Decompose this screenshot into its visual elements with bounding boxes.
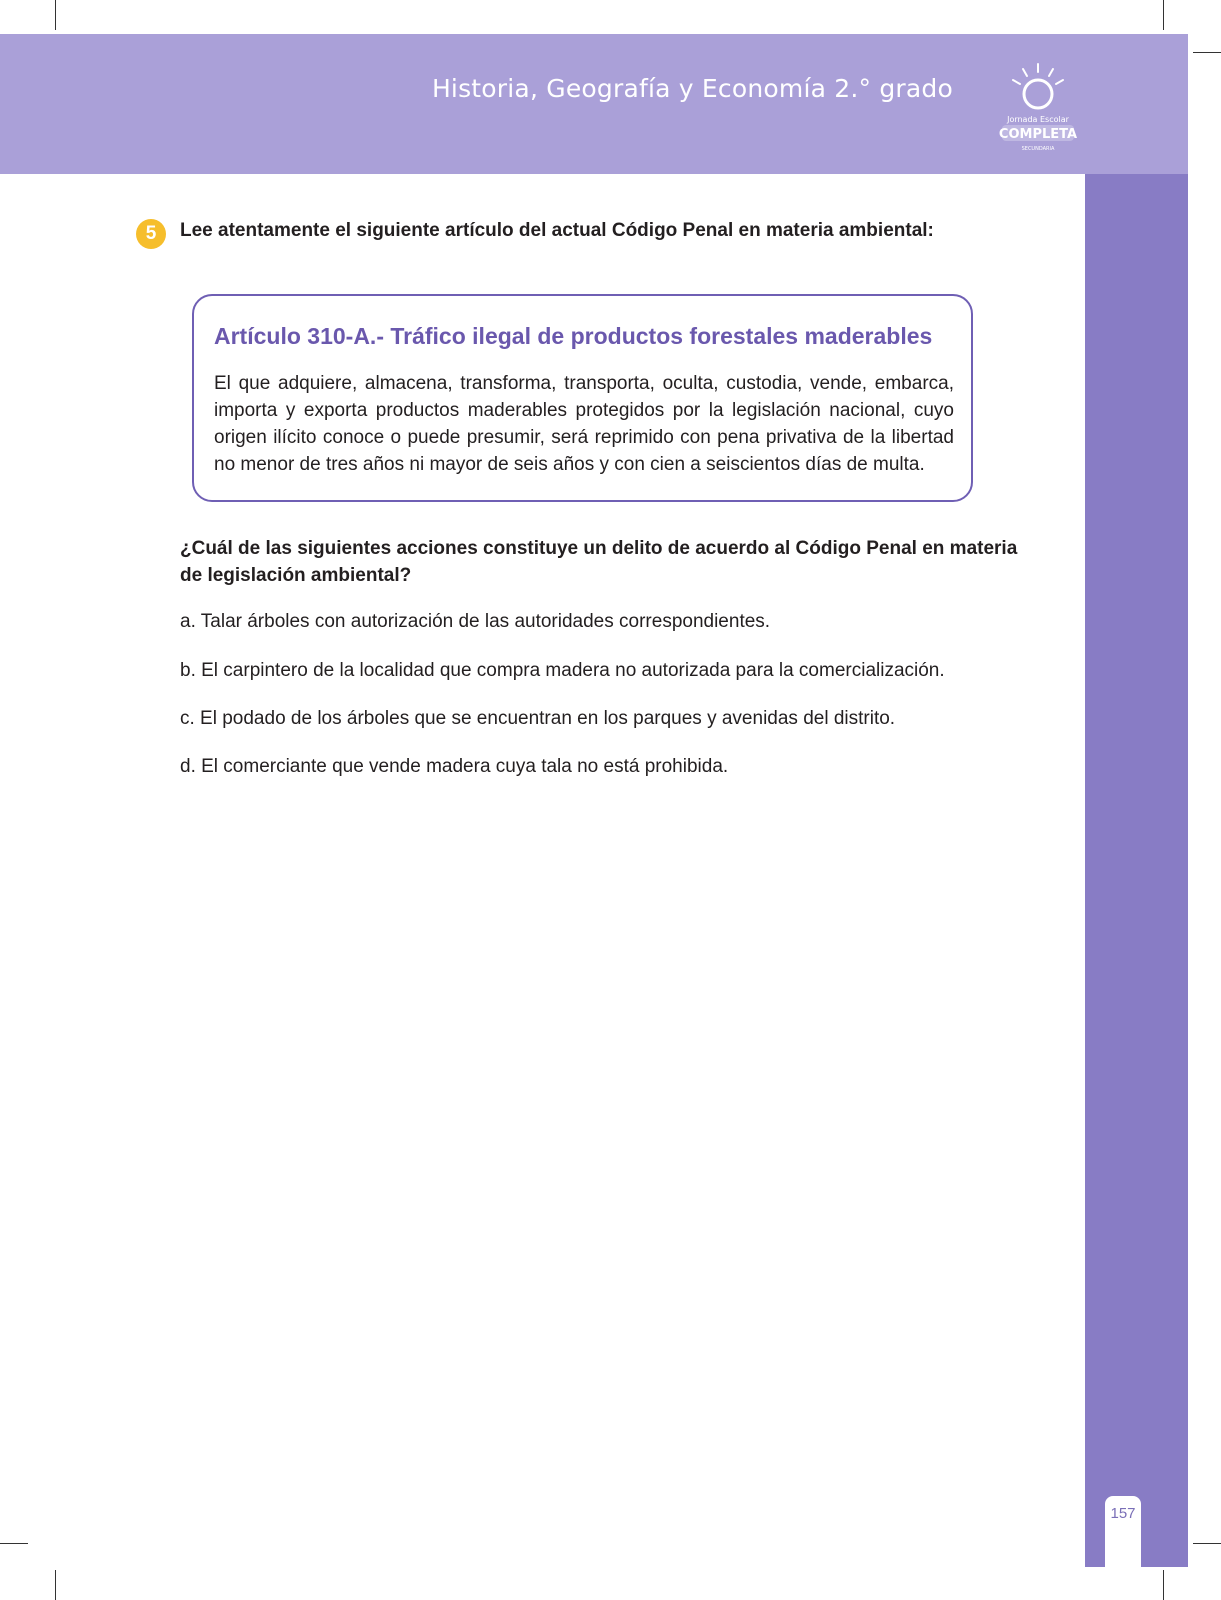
right-sidebar — [1085, 174, 1188, 1567]
option-a[interactable]: a. Talar árboles con autorización de las autoridades correspondientes. — [180, 611, 771, 632]
option-d[interactable]: d. El comerciante que vende madera cuya tala no está prohibida. — [180, 756, 729, 777]
article-title: Artículo 310-A.- Tráfico ilegal de productos forestales maderables — [214, 323, 933, 349]
jornada-completa-logo — [996, 60, 1080, 156]
option-c[interactable]: c. El podado de los árboles que se encuentran en los parques y avenidas del distrito. — [180, 708, 896, 729]
exercise-number-badge: 5 — [136, 219, 166, 249]
option-b[interactable]: b. El carpintero de la localidad que compra madera no autorizada para la comercialización. — [180, 660, 945, 681]
crop-mark — [1163, 0, 1164, 30]
svg-text:Jornada Escolar: Jornada Escolar — [1007, 115, 1069, 124]
page-number: 157 — [1110, 1505, 1136, 1522]
book-title: Historia, Geografía y Economía 2.° grado — [431, 74, 953, 103]
crop-mark — [55, 1570, 56, 1600]
crop-mark — [1163, 1570, 1164, 1600]
svg-text:COMPLETA: COMPLETA — [998, 127, 1078, 142]
exercise-instruction: Lee atentamente el siguiente artículo del actual Código Penal en materia ambiental: — [180, 220, 934, 241]
crop-mark — [0, 1543, 28, 1544]
article-body: El que adquiere, almacena, transforma, transporta, oculta, custodia, vende, embarca, importa y exporta productos maderables protegidos por la legislación nacional, cuyo origen ilícito conoce o puede presumir, será reprimido con pena privativa de la libertad no menor de tres años ni mayor de seis años y con cien a seiscientos días de multa. — [214, 373, 954, 475]
crop-mark — [1193, 1543, 1221, 1544]
crop-mark — [55, 0, 56, 30]
svg-text:SECUNDARIA: SECUNDARIA — [1021, 146, 1055, 152]
crop-mark — [1193, 52, 1221, 53]
question-text: ¿Cuál de las siguientes acciones constituye un delito de acuerdo al Código Penal en materia de legislación ambiental? — [180, 538, 1018, 586]
